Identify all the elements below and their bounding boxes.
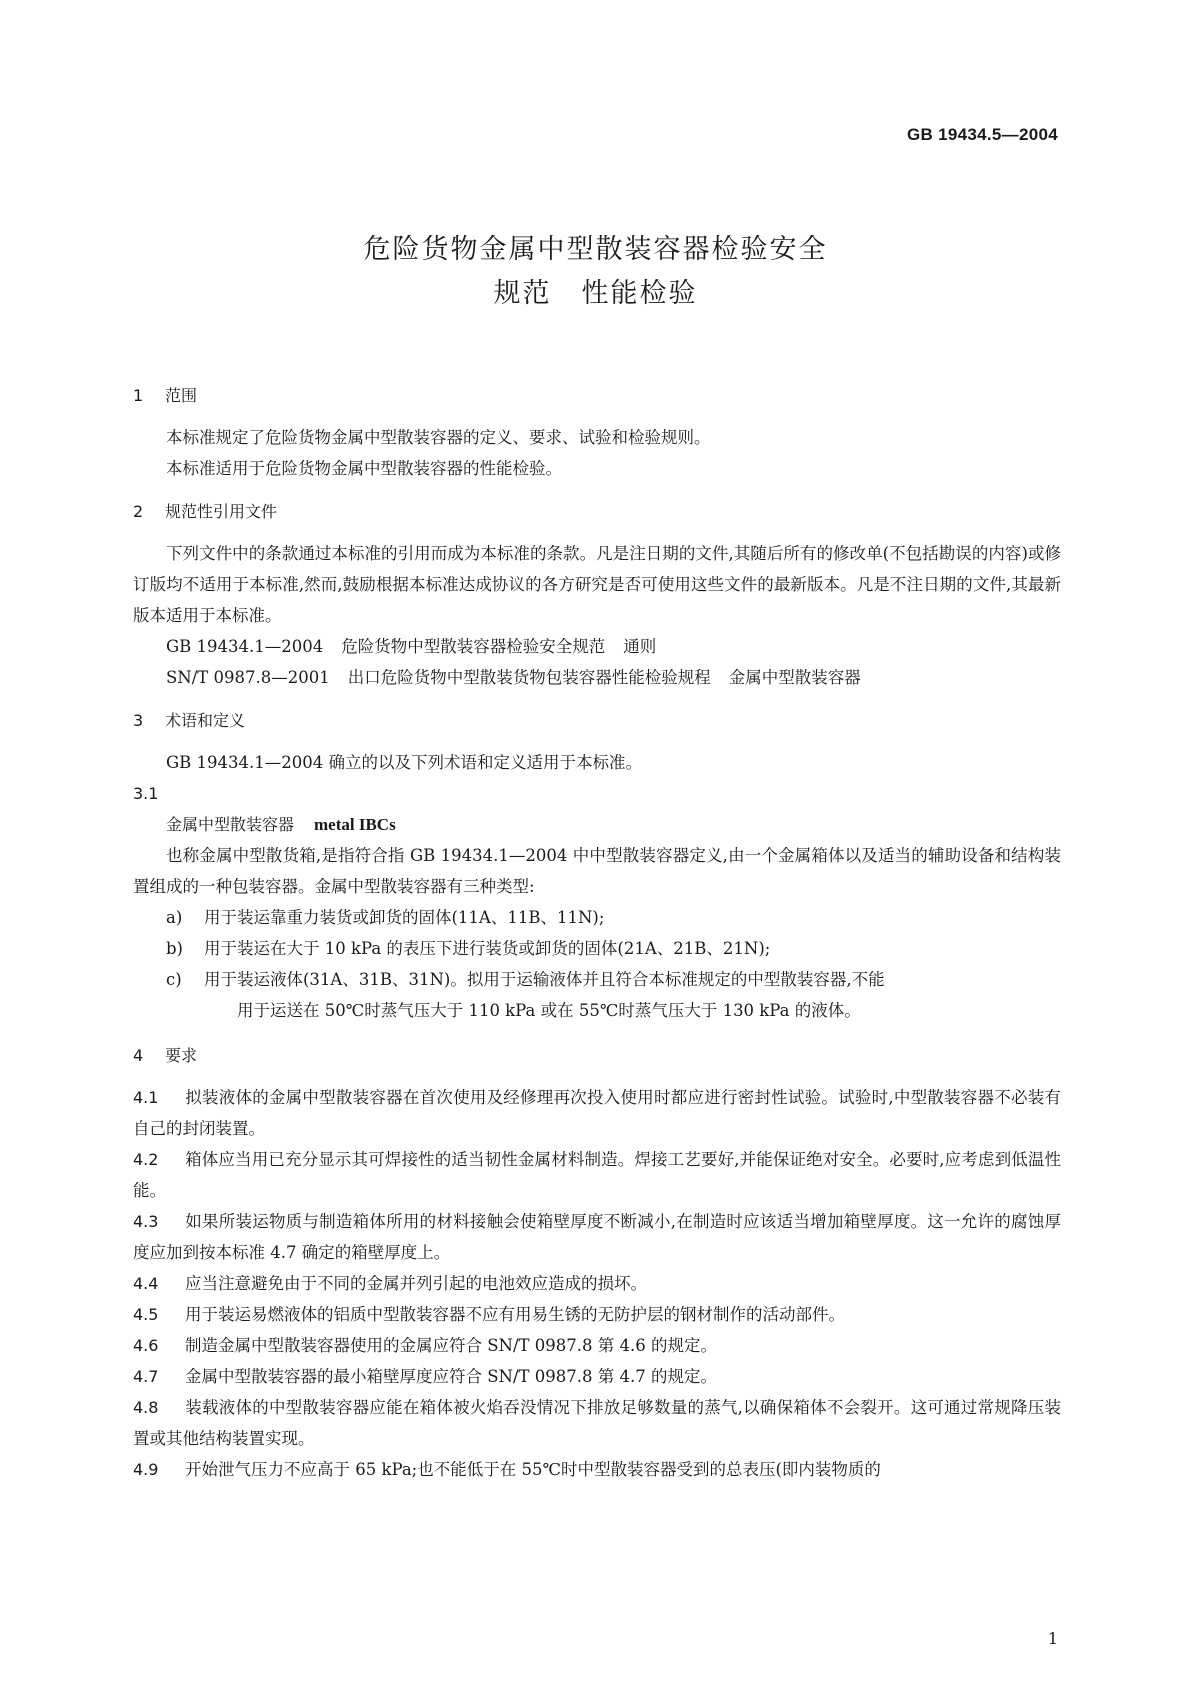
title-line-2b: 性能检验 <box>581 278 698 309</box>
requirement-item <box>133 1299 1061 1330</box>
reference-subtitle: 金属中型散装容器 <box>728 668 861 687</box>
requirement-number: 4.1 <box>133 1088 159 1107</box>
requirement-text: 金属中型散装容器的最小箱壁厚度应符合 SN/T 0987.8 第 4.7 的规定。 <box>185 1367 718 1386</box>
requirement-item <box>133 1330 1061 1361</box>
section-title: 要求 <box>165 1046 198 1065</box>
requirement-item <box>133 1268 1061 1299</box>
normative-reference-2 <box>133 662 1061 693</box>
reference-subtitle: 通则 <box>623 637 657 656</box>
requirement-number: 4.2 <box>133 1150 159 1169</box>
list-item-label: b) <box>166 939 183 958</box>
section-number: 4 <box>133 1046 144 1065</box>
section-number: 2 <box>133 502 144 521</box>
subsection-number: 3.1 <box>133 784 159 803</box>
section-3-heading <box>133 705 1061 736</box>
list-item-text: 用于装运液体(31A、31B、31N)。拟用于运输液体并且符合本标准规定的中型散装容器,不能 <box>204 970 885 989</box>
document-body <box>133 372 1061 1485</box>
section-1-paragraph-2: 本标准适用于危险货物金属中型散装容器的性能检验。 <box>166 459 562 478</box>
section-title: 规范性引用文件 <box>165 502 278 521</box>
requirement-item <box>133 1361 1061 1392</box>
requirement-item <box>133 1206 1061 1268</box>
requirement-item <box>133 1392 1061 1454</box>
section-1-heading <box>133 380 1061 411</box>
list-item <box>133 964 1061 995</box>
list-item-text: 用于装运靠重力装货或卸货的固体(11A、11B、11N); <box>204 908 605 927</box>
section-1-paragraph-1: 本标准规定了危险货物金属中型散装容器的定义、要求、试验和检验规则。 <box>166 428 711 447</box>
document-title <box>0 228 1191 316</box>
section-4-heading <box>133 1040 1061 1071</box>
requirement-text: 制造金属中型散装容器使用的金属应符合 SN/T 0987.8 第 4.6 的规定。 <box>185 1336 718 1355</box>
requirement-text: 箱体应当用已充分显示其可焊接性的适当韧性金属材料制造。焊接工艺要好,并能保证绝对安全。必要时,应考虑到低温性能。 <box>133 1150 1061 1200</box>
term-entry <box>133 809 1061 840</box>
list-item-continuation <box>133 995 1061 1026</box>
requirement-number: 4.9 <box>133 1460 159 1479</box>
requirement-item <box>133 1082 1061 1144</box>
requirement-number: 4.6 <box>133 1336 159 1355</box>
requirement-text: 应当注意避免由于不同的金属并列引起的电池效应造成的损坏。 <box>185 1274 647 1293</box>
requirement-number: 4.3 <box>133 1212 159 1231</box>
requirement-text: 如果所装运物质与制造箱体所用的材料接触会使箱壁厚度不断减小,在制造时应该适当增加箱壁厚度。这一允许的腐蚀厚度应加到按本标准 4.7 确定的箱壁厚度上。 <box>133 1212 1061 1262</box>
requirement-text: 拟装液体的金属中型散装容器在首次使用及经修理再次投入使用时都应进行密封性试验。试验时,中型散装容器不必装有自己的封闭装置。 <box>133 1088 1061 1138</box>
section-2-paragraph-1: 下列文件中的条款通过本标准的引用而成为本标准的条款。凡是注日期的文件,其随后所有的修改单(不包括勘误的内容)或修订版均不适用于本标准,然而,鼓励根据本标准达成协议的各方研究是否可使用这些文件的最新版本。凡是不注日期的文件,其最新版本适用于本标准。 <box>133 544 1061 625</box>
requirement-item <box>133 1454 1061 1485</box>
requirement-number: 4.4 <box>133 1274 159 1293</box>
standard-number: GB 19434.5—2004 <box>907 125 1058 144</box>
list-item-text: 用于装运在大于 10 kPa 的表压下进行装货或卸货的固体(21A、21B、21N); <box>204 939 771 958</box>
list-item-continuation-text: 用于运送在 50℃时蒸气压大于 110 kPa 或在 55℃时蒸气压大于 130 kPa 的液体。 <box>237 1001 861 1020</box>
requirement-number: 4.8 <box>133 1398 159 1417</box>
requirement-text: 装载液体的中型散装容器应能在箱体被火焰吞没情况下排放足够数量的蒸气,以确保箱体不会裂开。这可通过常规降压装置或其他结构装置实现。 <box>133 1398 1061 1448</box>
section-3-paragraph-1: GB 19434.1—2004 确立的以及下列术语和定义适用于本标准。 <box>166 753 643 772</box>
normative-reference-1 <box>133 631 1061 662</box>
reference-title: 出口危险货物中型散装货物包装容器性能检验规程 <box>347 668 711 687</box>
section-title: 范围 <box>165 386 198 405</box>
requirement-number: 4.7 <box>133 1367 159 1386</box>
term-chinese: 金属中型散装容器 <box>166 815 295 834</box>
section-number: 1 <box>133 386 144 405</box>
list-item <box>133 933 1061 964</box>
section-2-heading <box>133 496 1061 527</box>
title-line-2 <box>0 272 1191 316</box>
term-definition: 也称金属中型散货箱,是指符合指 GB 19434.1—2004 中中型散装容器定义,由一个金属箱体以及适当的辅助设备和结构装置组成的一种包装容器。金属中型散装容器有三种类型: <box>133 846 1061 896</box>
reference-code: GB 19434.1—2004 <box>166 637 324 656</box>
title-line-2a: 规范 <box>493 278 552 309</box>
requirement-text: 用于装运易燃液体的铝质中型散装容器不应有用易生锈的无防护层的钢材制作的活动部件。 <box>185 1305 845 1324</box>
reference-code: SN/T 0987.8—2001 <box>166 668 330 687</box>
list-item <box>133 902 1061 933</box>
list-item-label: c) <box>166 970 182 989</box>
requirement-text: 开始泄气压力不应高于 65 kPa;也不能低于在 55℃时中型散装容器受到的总表压(即内装物质的 <box>185 1460 881 1479</box>
page-number: 1 <box>1047 1629 1058 1648</box>
term-english: metal IBCs <box>314 815 396 834</box>
requirement-number: 4.5 <box>133 1305 159 1324</box>
requirement-item <box>133 1144 1061 1206</box>
reference-title: 危险货物中型散装容器检验安全规范 <box>341 637 606 656</box>
title-line-1: 危险货物金属中型散装容器检验安全 <box>363 234 828 265</box>
list-item-label: a) <box>166 908 183 927</box>
section-title: 术语和定义 <box>165 711 246 730</box>
section-number: 3 <box>133 711 144 730</box>
